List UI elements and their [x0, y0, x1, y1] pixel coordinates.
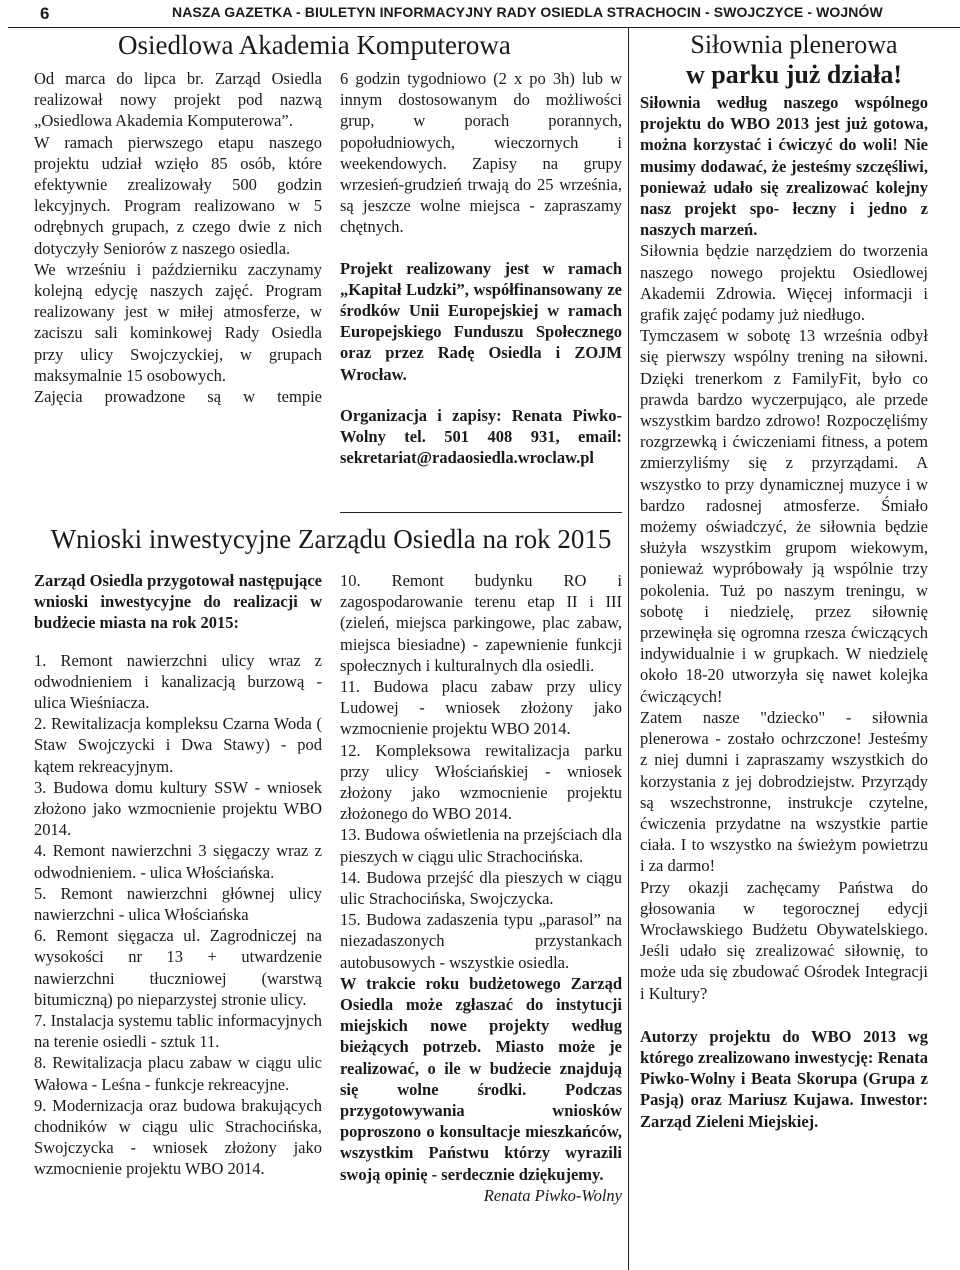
- list-item: 15. Budowa zadaszenia typu „parasol” na niezadaszonych przystankach autobusowych - wszystkie osiedla.: [340, 910, 622, 972]
- list-item: 7. Instalacja systemu tablic informacyjnych na terenie osiedli - sztuk 11.: [34, 1011, 322, 1052]
- silownia-title-line-1: Siłownia plenerowa: [690, 30, 898, 59]
- wnioski-column-2: [340, 570, 622, 1206]
- publication-header: NASZA GAZETKA - BIULETYN INFORMACYJNY RADY OSIEDLA STRACHOCIN - SWOJCZYCE - WOJNÓW: [172, 4, 883, 20]
- contact-info: Organizacja i zapisy: Renata Piwko-Wolny tel. 501 408 931, email: sekretariat@radaosiedla.wroclaw.pl: [340, 405, 622, 468]
- silownia-paragraph: Zatem nasze "dziecko" - siłownia plenerowa - zostało ochrzczone! Jesteśmy z niej dumni i zapraszamy wszystkich do korzystania z jej dobrodziejstw. Przyrządy są wszechstronne, instrukcje czytelne, ćwiczenia przydatne na wszystkie partie ciała. I to wszystko na świeżym powietrzu i za darmo!: [640, 707, 928, 876]
- header-rule: [8, 27, 960, 28]
- list-item: 14. Budowa przejść dla pieszych w ciągu ulic Strachocińska, Swojczycka.: [340, 867, 622, 909]
- list-item: 11. Budowa placu zabaw przy ulicy Ludowej - wniosek złożony jako wzmocnienie projektu WBO 2014.: [340, 677, 622, 739]
- list-item: 4. Remont nawierzchni 3 sięgaczy wraz z odwodnieniem. - ulica Włościańska.: [34, 841, 322, 882]
- list-item: 13. Budowa oświetlenia na przejściach dla pieszych w ciągu ulic Strachocińska.: [340, 825, 622, 866]
- list-item: 12. Kompleksowa rewitalizacja parku przy ulicy Włościańskiej - wniosek złożony jako wzmocnienie projektu złożonego do WBO 2014.: [340, 740, 622, 824]
- list-item: 9. Modernizacja oraz budowa brakujących chodników w ciągu ulic Strachocińska, Swojczycka - wniosek złożony jako wzmocnienie projektu WBO 2014.: [34, 1095, 322, 1179]
- wnioski-closing: W trakcie roku budżetowego Zarząd Osiedla może zgłaszać do instytucji miejskich nowe projekty według bieżących potrzeb. Miasto może je realizować, o ile w budżecie znajdują się wolne środki. Podczas przygotowywania wniosków poproszono o konsultacje mieszkańców, wszystkim Państwu którzy wyrazili swoją opinię - serdecznie dziękujemy.: [340, 973, 622, 1184]
- silownia-title: [634, 30, 954, 90]
- list-item: 3. Budowa domu kultury SSW - wniosek złożono jako wzmocnienie projektu WBO 2014.: [34, 777, 322, 840]
- akademia-paragraph: 6 godzin tygodniowo (2 x po 3h) lub w innym dostosowanym do możliwości grup, w porach porannych, popołudniowych, wieczornych i weekendowych. Zapisy na grupy wrzesień-grudzień trwają do 25 września, są jeszcze wolne miejsca - zapraszamy chętnych.: [340, 69, 622, 237]
- silownia-intro: Siłownia według naszego wspólnego projektu do WBO 2013 jest już gotowa, można korzystać i ćwiczyć do woli! Nie musimy dodawać, że jesteśmy szczęśliwi, ponieważ udało się zrealizować kolejny nasz projekt spo- łeczny i jedno z naszych marzeń.: [640, 93, 928, 240]
- column-divider: [628, 28, 629, 1270]
- page-number: 6: [40, 4, 50, 23]
- list-item: 10. Remont budynku RO i zagospodarowanie terenu etap II i III (zieleń, miejsca parkingowe, plac zabaw, miejsca biesiadne) - zapewnienie funkcji społecznych i kulturalnych dla osiedli.: [340, 571, 622, 675]
- wnioski-title: Wnioski inwestycyjne Zarządu Osiedla na rok 2015: [50, 524, 612, 554]
- silownia-authors: Autorzy projektu do WBO 2013 wg którego zrealizowano inwestycję: Renata Piwko-Wolny i Beata Skorupa (Grupa z Pasją) oraz Mariusz Kujawa. Inwestor: Zarząd Zieleni Miejskiej.: [640, 1026, 928, 1131]
- akademia-paragraph: Od marca do lipca br. Zarząd Osiedla realizował nowy projekt pod nazwą „Osiedlowa Akademia Komputerowa”.: [34, 69, 322, 131]
- list-item: 6. Remont sięgacza ul. Zagrodniczej na wysokości nr 13 + utwardzenie nawierzchni tłuczniowej (warstwą bitumiczną) po nieparzystej stronie ulicy.: [34, 926, 322, 1009]
- section-rule: [340, 512, 622, 513]
- list-item: 1. Remont nawierzchni ulicy wraz z odwodnieniem i kanalizacją burzową - ulica Wieśniacza.: [34, 650, 322, 713]
- silownia-paragraph: Siłownia będzie narzędziem do tworzenia naszego nowego projektu Osiedlowej Akademii Zdrowia. Więcej informacji i grafik zajęć podamy już niedługo.: [640, 241, 928, 325]
- akademia-column-2: [340, 68, 622, 468]
- akademia-paragraph: W ramach pierwszego etapu naszego projektu udział wzięło 85 osób, które efektywnie zrealizowały 500 godzin lekcyjnych. Program realizowano w 5 odrębnych grupach, z czego dwie z nich dotyczyły Seniorów z naszego osiedla.: [34, 132, 322, 258]
- silownia-title-line-2: w parku już działa!: [686, 60, 902, 89]
- akademia-title: Osiedlowa Akademia Komputerowa: [118, 30, 511, 60]
- akademia-paragraph: Zajęcia prowadzone są w tempie: [34, 387, 322, 407]
- project-funding-note: Projekt realizowany jest w ramach „Kapitał Ludzki”, współfinansowany ze środków Unii Europejskiej w ramach Europejskiego Funduszu Społecznego oraz przez Radę Osiedla i ZOJM Wrocław.: [340, 258, 622, 384]
- list-item: 5. Remont nawierzchni głównej ulicy nawierzchni - ulica Włościańska: [34, 883, 322, 925]
- silownia-column: [640, 92, 928, 1132]
- silownia-paragraph: Przy okazji zachęcamy Państwa do głosowania w tegorocznej edycji Wrocławskiego Budżetu Obywatelskiego. Jeśli udało się zrealizować siłownię, to może uda się zbudować Ośrodek Integracji i Kultury?: [640, 877, 928, 1003]
- wnioski-column-1: [34, 570, 322, 1180]
- akademia-paragraph: We wrześniu i październiku zaczynamy kolejną edycję naszych zajęć. Program realizowany jest w miłej atmosferze, w zaciszu sali kominkowej Rady Osiedla przy ulicy Swojczyckiej, w grupach maksymalnie 15 osobowych.: [34, 259, 322, 385]
- list-item: 8. Rewitalizacja placu zabaw w ciągu ulic Wałowa - Leśna - funkcje rekreacyjne.: [34, 1053, 322, 1094]
- silownia-paragraph: Tymczasem w sobotę 13 września odbył się pierwszy wspólny trening na siłowni. Dzięki trenerkom z FamilyFit, było co prawda bardzo wyczerpująco, ale przede wszystkim bardzo zdrowo! Rozpoczęliśmy rozgrzewką i ćwiczeniami fitness, a potem zmierzyliśmy się z przyrządami. A wszystko to przy dynamicznej muzyce i w bardzo radosnej atmosferze. Śmiało możemy oświadczyć, że siłownia będzie służyła wszystkim grupom wiekowym, ponieważ wypróbowały ją wspólnie trzy pokolenia. Tuż po naszym treningu, w sobotę i niedzielę, przez siłownię przewinęła się ogromna rzesza ćwiczących indywidualnie i w grupkach. W niedzielę około 18-20 utworzyła się nawet kolejka ćwiczących!: [640, 326, 928, 706]
- signature: Renata Piwko-Wolny: [483, 1185, 622, 1205]
- list-item: 2. Rewitalizacja kompleksu Czarna Woda ( Staw Swojczycki i Dwa Stawy) - pod kątem rekreacyjnym.: [34, 714, 322, 776]
- akademia-column-1: [34, 68, 322, 407]
- wnioski-intro: Zarząd Osiedla przygotował następujące wnioski inwestycyjne do realizacji w budżecie miasta na rok 2015:: [34, 571, 322, 633]
